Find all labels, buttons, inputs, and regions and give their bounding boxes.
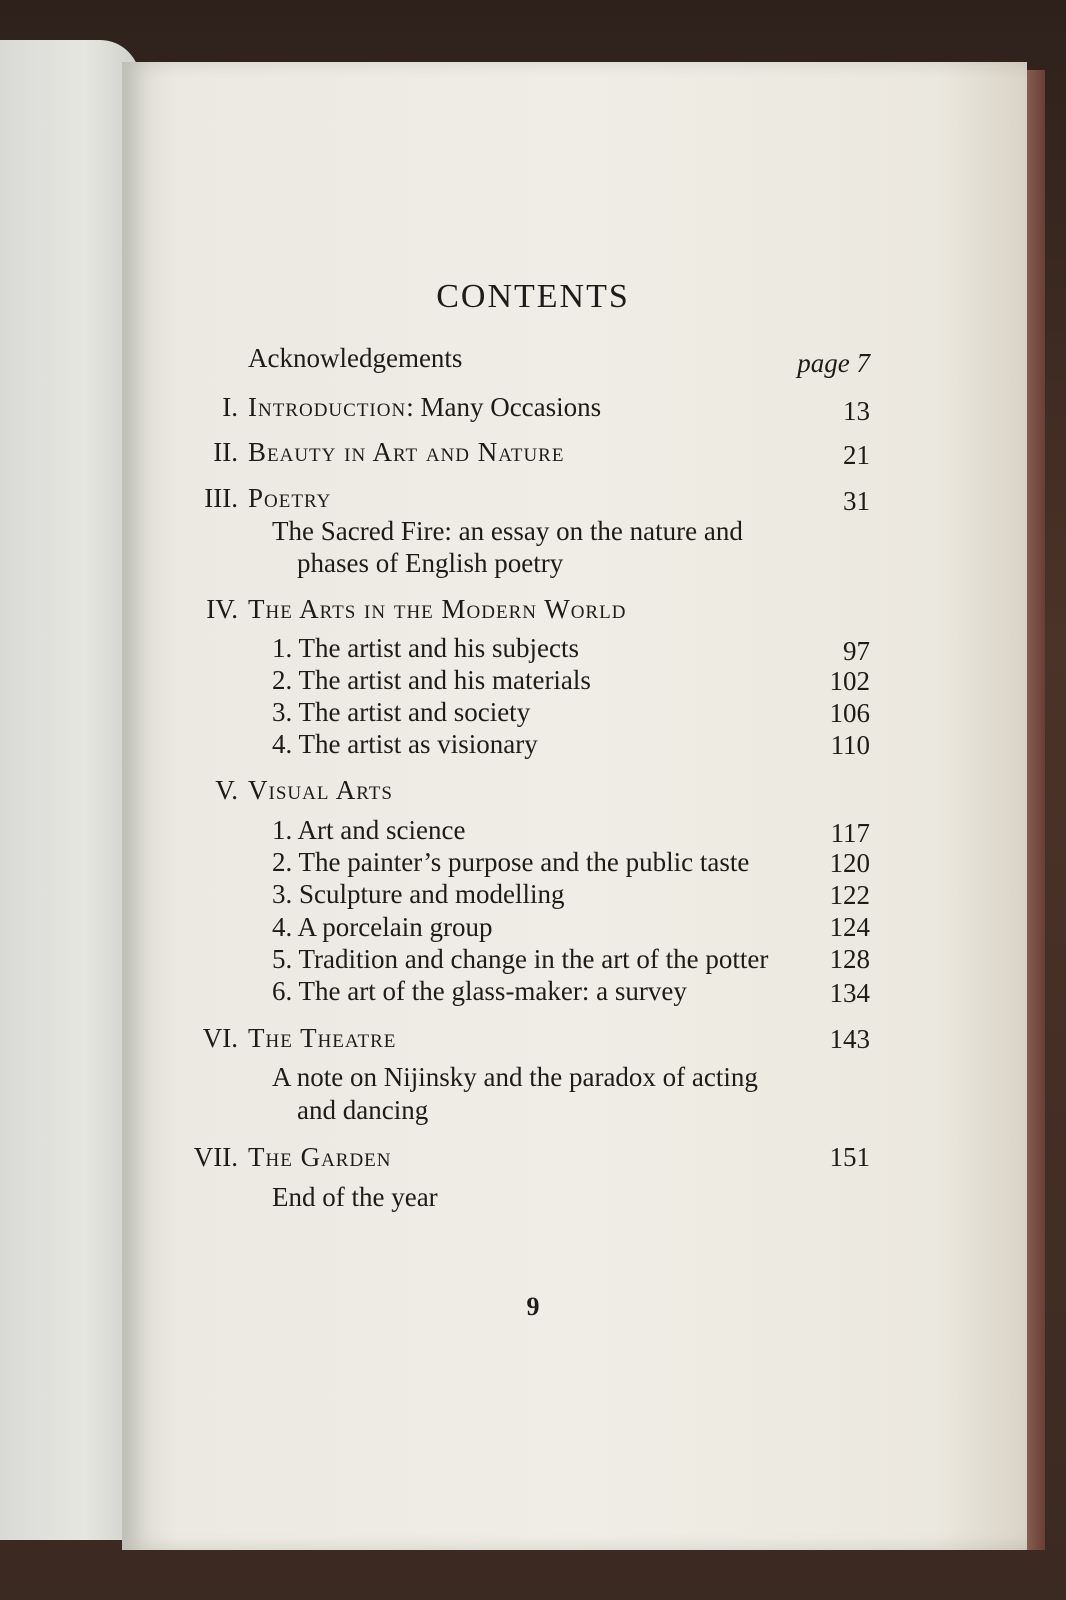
chapter-subtitle: : Many Occasions bbox=[406, 392, 602, 422]
chapter-title: The Garden bbox=[248, 1142, 392, 1172]
chapter-title-text: Introduction bbox=[248, 392, 407, 422]
page-number: 9 bbox=[526, 1292, 540, 1321]
toc-item: 3. The artist and society bbox=[272, 697, 531, 727]
toc-item: 3. Sculpture and modelling bbox=[272, 879, 565, 909]
toc-item: 1. The artist and his subjects bbox=[272, 633, 579, 663]
chapter-numeral: I. bbox=[222, 392, 238, 422]
chapter-title: The Theatre bbox=[248, 1023, 397, 1053]
chapter-numeral: VI. bbox=[202, 1023, 238, 1053]
toc-item: 6. The art of the glass-maker: a survey bbox=[272, 976, 687, 1006]
chapter-page: 31 bbox=[843, 486, 870, 516]
chapter-numeral: VII. bbox=[193, 1142, 238, 1172]
contents-heading: CONTENTS bbox=[436, 278, 630, 315]
toc-item: 5. Tradition and change in the art of the potter bbox=[272, 944, 769, 974]
chapter-page: 13 bbox=[843, 396, 870, 426]
chapter-title: The Arts in the Modern World bbox=[248, 594, 627, 624]
chapter-page: 21 bbox=[843, 440, 870, 470]
toc-item-page: 110 bbox=[830, 730, 870, 760]
toc-item: 4. A porcelain group bbox=[272, 912, 493, 942]
chapter-title: Poetry bbox=[248, 483, 332, 513]
chapter-title: Beauty in Art and Nature bbox=[248, 437, 565, 467]
chapter-description: phases of English poetry bbox=[297, 548, 564, 578]
chapter-page: 151 bbox=[829, 1142, 870, 1172]
acknowledgements-page: page 7 bbox=[797, 348, 870, 378]
chapter-numeral: II. bbox=[213, 437, 238, 467]
chapter-numeral: IV. bbox=[206, 594, 238, 624]
toc-item-page: 124 bbox=[829, 912, 870, 942]
toc-item-page: 117 bbox=[830, 818, 870, 848]
toc-item: 2. The painter’s purpose and the public taste bbox=[272, 847, 750, 877]
chapter-numeral: III. bbox=[204, 483, 238, 513]
toc-item-page: 128 bbox=[829, 944, 870, 974]
toc-item: 4. The artist as visionary bbox=[272, 729, 538, 759]
acknowledgements-label: Acknowledgements bbox=[248, 343, 463, 373]
toc-item-page: 134 bbox=[829, 978, 870, 1008]
toc-item: 1. Art and science bbox=[272, 815, 466, 845]
chapter-title: Visual Arts bbox=[248, 775, 393, 805]
toc-item-page: 102 bbox=[829, 666, 870, 696]
toc-item-page: 97 bbox=[843, 636, 870, 666]
chapter-description: and dancing bbox=[297, 1095, 429, 1125]
toc-item: 2. The artist and his materials bbox=[272, 665, 591, 695]
chapter-page: 143 bbox=[829, 1024, 870, 1054]
chapter-description: The Sacred Fire: an essay on the nature and bbox=[272, 516, 743, 546]
chapter-title bbox=[248, 392, 601, 423]
toc-item-page: 120 bbox=[829, 848, 870, 878]
toc-item-page: 106 bbox=[829, 698, 870, 728]
chapter-description: End of the year bbox=[272, 1182, 438, 1212]
chapter-numeral: V. bbox=[215, 775, 238, 805]
chapter-description: A note on Nijinsky and the paradox of acting bbox=[272, 1062, 758, 1092]
toc-item-page: 122 bbox=[829, 880, 870, 910]
